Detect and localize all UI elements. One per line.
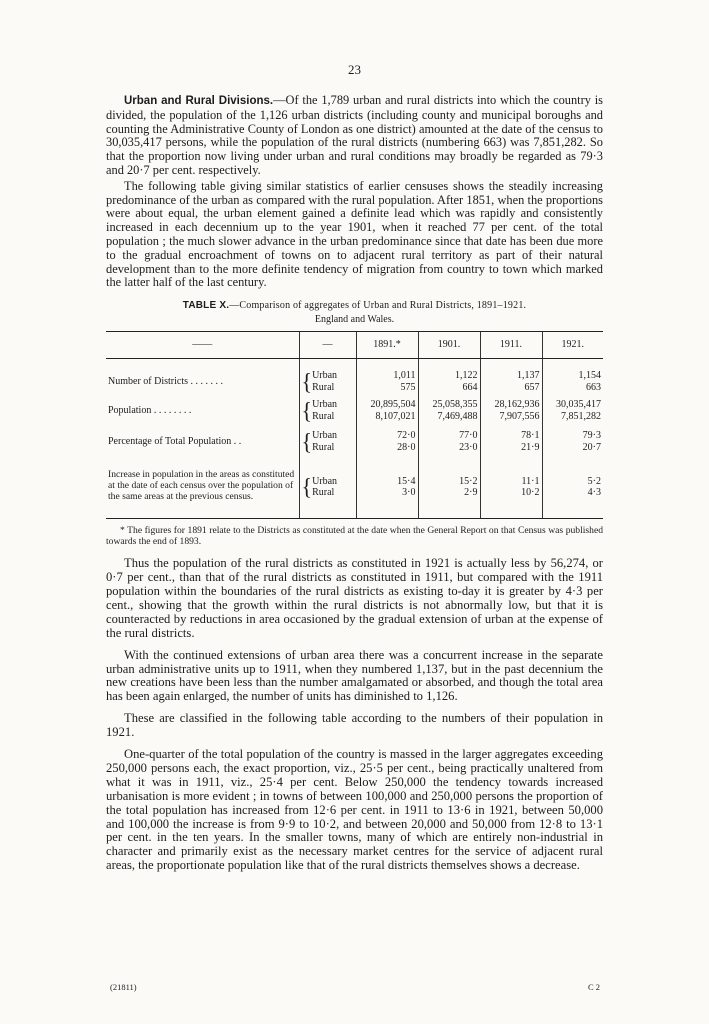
paragraph-urban-extensions: With the continued extensions of urban area there was a concurrent increase in the separate urban administrative units up to 1911, when they numbered 1,137, but in the past decennium the new creations have been less than the number amalgamated or absorbed, and though the total area has been again enlarged, the number of units has diminished to 1,126. [106,647,603,704]
cell-value: 77·0 23·0 [418,427,480,457]
cell-value: 72·0 28·0 [356,427,418,457]
table-header-row [106,332,603,359]
row-label: Percentage of Total Population . . [108,435,242,447]
cell-value: 1,011 575 [356,359,418,395]
cell-value: 30,035,417 7,851,282 [542,395,603,427]
paragraph-population-distribution: One-quarter of the total population of the country is massed in the larger aggregates exceeding 250,000 persons each, the exact proportion, viz., 25·5 per cent., being practically unaltered from what it was in 1911, viz., 25·4 per cent. Below 250,000 the tendency towards increased urbanisation is more evident ; in towns of between 100,000 and 250,000 persons the proportion of the total population has increased from 12·6 per cent. in 1911 to 13·6 in 1921, between 50,000 and 100,000 the increase is from 9·9 to 10·2, and between 20,000 and 50,000 from 12·8 to 13·1 per cent. in the ten years. In the smaller towns, many of which are entirely non-industrial in character and primarily exist as the necessary market centres for the service of adjacent rural areas, the proportionate population like that of the rural districts themselves shows a decrease. [106,747,603,873]
cell-value: 78·1 21·9 [480,427,542,457]
paragraph-earlier-censuses: The following table giving similar statistics of earlier censuses shows the steadily increasing predominance of the urban as compared with the rural population. After 1851, when the proportions were about equal, the urban element gained a definite lead which was rapidly and consistently increased in each decennium up to the year 1901, when it reached 77 per cent. of the total population ; the much slower advance in the urban predominance since that date has been due more to the gradual encroachment of towns on to adjacent rural territory as part of their natural development than to the more definite tendency of migration from country to town which marked the latter half of the last century. [106,178,603,290]
cell-value: 25,058,355 7,469,488 [418,395,480,427]
page-number: 23 [348,62,361,77]
paragraph-rural-population: Thus the population of the rural districts as constituted in 1921 is actually less by 56,274, or 0·7 per cent., than that of the rural districts as constituted in 1911, but compared with the 1911 population within the boundaries of the rural districts as existing to-day it is greater by 4·3 per cent., showing that the growth within the rural districts is not abnormally low, but that it is counteracted by reductions in area occasioned by the gradual extension of urban at the expense of the rural districts. [106,556,603,640]
cell-value: 15·4 3·0 [356,457,418,519]
row-label: Number of Districts . . . . . . . [108,376,223,388]
table-row [106,359,603,395]
header-year: 1911. [480,332,542,359]
cell-value: 1,122 664 [418,359,480,395]
urban-rural-labels: {Urban Rural [299,457,356,519]
table-subtitle: England and Wales. [314,314,395,326]
row-label: Population . . . . . . . . [108,404,192,416]
section-heading: Urban and Rural Divisions. [124,95,274,107]
table-footnote: * The figures for 1891 relate to the Districts as constituted at the date when the General Report on that Census was published towards the end of 1893. [106,525,603,548]
document-page [106,62,603,873]
cell-value: 15·2 2·9 [418,457,480,519]
header-type: — [299,332,356,359]
urban-rural-labels: {Urban Rural [299,427,356,457]
body-text [106,557,603,873]
page-footer [110,982,600,992]
header-blank: —— [106,332,299,359]
header-year: 1901. [418,332,480,359]
table-title [106,300,603,311]
cell-value: 79·3 20·7 [542,427,603,457]
table-row [106,457,603,519]
cell-value: 1,137 657 [480,359,542,395]
header-year: 1891.* [356,332,418,359]
urban-rural-labels: {Urban Rural [299,395,356,427]
cell-value: 5·2 4·3 [542,457,603,519]
cell-value: 1,154 663 [542,359,603,395]
header-year: 1921. [542,332,603,359]
table-title-text: —Comparison of aggregates of Urban and Rural Districts, 1891–1921. [229,300,527,312]
footer-code: (21811) [110,982,137,992]
row-label: Increase in population in the areas as constituted at the date of each census over the population of the same areas at the previous census. [106,457,299,519]
paragraph-urban-rural-divisions [106,94,603,178]
cell-value: 11·1 10·2 [480,457,542,519]
table-row [106,427,603,457]
paragraph-body: —Of the 1,789 urban and rural districts into which the country is divided, the population of the 1,126 urban districts (including county and municipal boroughs and counting the Administrative County of London as one district) amounted at the date of the census to 30,035,417 persons, while the population of the rural districts (numbering 663) was 7,851,282. So that the proportion now living under urban and rural conditions may broadly be regarded as 79·3 and 20·7 per cent. respectively. [106,93,603,177]
comparison-table [106,331,603,519]
table-label: TABLE X. [182,300,230,312]
paragraph-classification: These are classified in the following table according to the numbers of their population in 1921. [106,711,603,740]
footer-signature: C 2 [587,982,600,992]
cell-value: 20,895,504 8,107,021 [356,395,418,427]
cell-value: 28,162,936 7,907,556 [480,395,542,427]
urban-rural-labels: {Urban Rural [299,359,356,395]
table-row [106,395,603,427]
